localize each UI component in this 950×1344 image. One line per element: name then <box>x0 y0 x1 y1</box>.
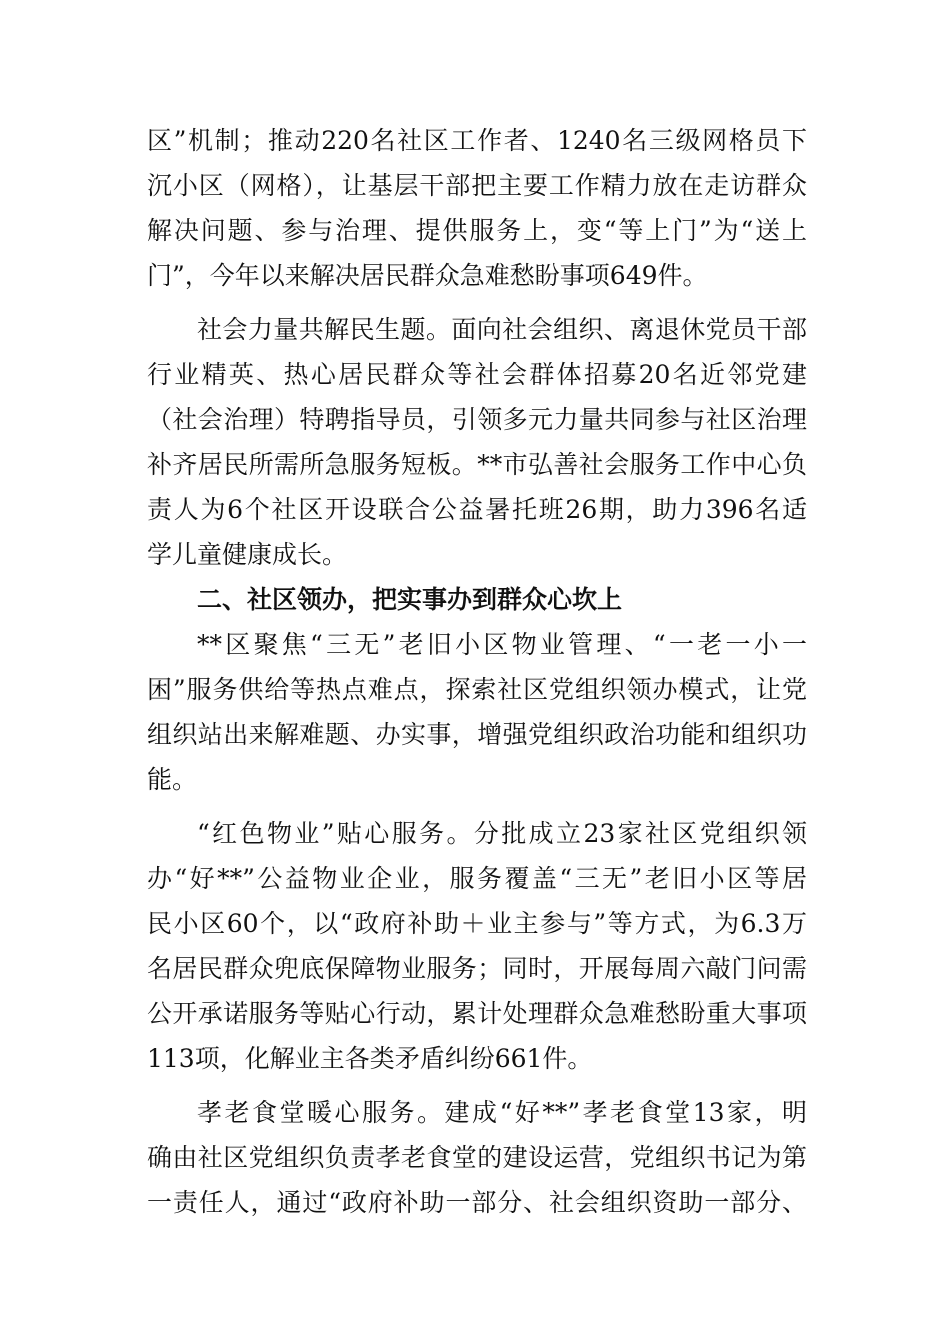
text-line: 门”，今年以来解决居民群众急难愁盼事项649件。 <box>147 261 708 290</box>
paragraph-social-forces <box>147 307 807 577</box>
text-line: 困”服务供给等热点难点，探索社区党组织领办模式，让党 <box>147 675 807 704</box>
text-line: 公开承诺服务等贴心行动，累计处理群众急难愁盼重大事项 <box>147 999 807 1028</box>
text-line: 责人为6个社区开设联合公益暑托班26期，助力396名适 <box>147 495 807 524</box>
text-line: 一责任人，通过“政府补助一部分、社会组织资助一部分、 <box>147 1188 807 1217</box>
paragraph-elderly-canteen <box>147 1090 807 1225</box>
text-line: 行业精英、热心居民群众等社会群体招募20名近邻党建 <box>147 360 807 389</box>
text-line: 确由社区党组织负责孝老食堂的建设运营，党组织书记为第 <box>147 1143 807 1172</box>
text-line: 113项，化解业主各类矛盾纠纷661件。 <box>147 1044 593 1073</box>
text-line: 区”机制；推动220名社区工作者、1240名三级网格员下 <box>147 126 807 155</box>
text-line: 沉小区（网格），让基层干部把主要工作精力放在走访群众 <box>147 171 807 200</box>
text-line: 办“好**”公益物业企业，服务覆盖“三无”老旧小区等居 <box>147 864 807 893</box>
text-line: 名居民群众兜底保障物业服务；同时，开展每周六敲门问需 <box>147 954 807 983</box>
text-line: 民小区60个，以“政府补助＋业主参与”等方式，为6.3万 <box>147 909 807 938</box>
text-line: **区聚焦“三无”老旧小区物业管理、“一老一小一 <box>197 630 807 659</box>
text-line: 社会力量共解民生题。面向社会组织、离退休党员干部 <box>197 315 807 344</box>
text-line: 孝老食堂暖心服务。建成“好**”孝老食堂13家，明 <box>197 1098 807 1127</box>
paragraph-grid-mechanism <box>147 118 807 298</box>
text-line: “红色物业”贴心服务。分批成立23家社区党组织领 <box>197 819 807 848</box>
paragraph-red-property <box>147 811 807 1081</box>
document-page <box>147 118 807 1225</box>
paragraph-community-led <box>147 622 807 802</box>
text-line: 组织站出来解难题、办实事，增强党组织政治功能和组织功 <box>147 720 807 749</box>
text-line: 能。 <box>147 765 198 794</box>
text-line: 解决问题、参与治理、提供服务上，变“等上门”为“送上 <box>147 216 807 245</box>
text-line: 补齐居民所需所急服务短板。**市弘善社会服务工作中心负 <box>147 450 807 479</box>
section-heading <box>147 577 807 622</box>
text-line: （社会治理）特聘指导员，引领多元力量共同参与社区治理 <box>147 405 807 434</box>
heading-text: 二、社区领办，把实事办到群众心坎上 <box>197 585 623 614</box>
text-line: 学儿童健康成长。 <box>147 540 348 569</box>
